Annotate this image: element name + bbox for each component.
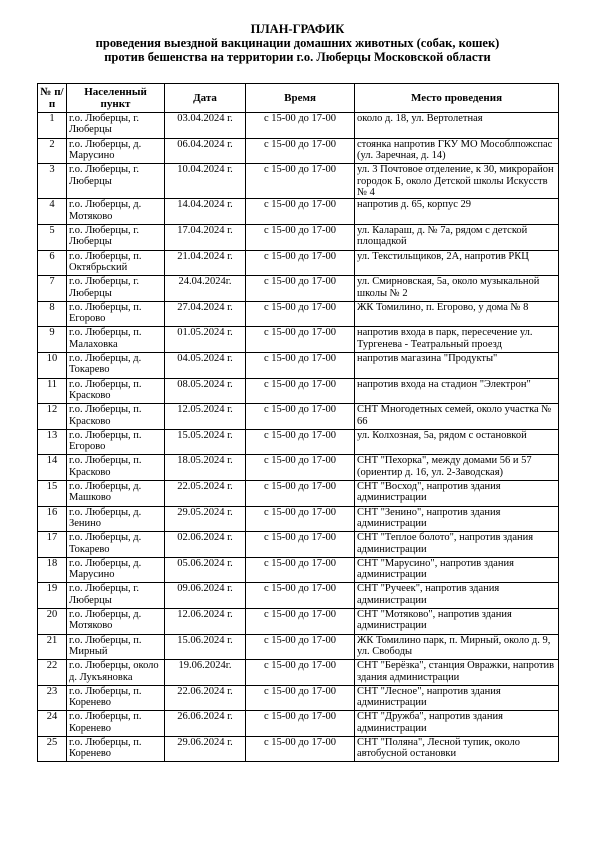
- table-header-row: [38, 84, 559, 113]
- header-num: № п/п: [38, 84, 67, 113]
- row-date: 24.04.2024г.: [165, 276, 246, 302]
- row-time: с 15-00 до 17-00: [246, 608, 355, 634]
- title-line-3: против бешенства на территории г.о. Люберцы Московской области: [104, 50, 491, 64]
- row-locality: г.о. Люберцы, г. Люберцы: [67, 276, 165, 302]
- row-date: 15.06.2024 г.: [165, 634, 246, 660]
- row-locality: г.о. Люберцы, п. Егорово: [67, 429, 165, 455]
- header-city: Населенный пункт: [67, 84, 165, 113]
- row-date: 21.04.2024 г.: [165, 250, 246, 276]
- row-number: 19: [38, 583, 67, 609]
- row-locality: г.о. Люберцы, п. Коренево: [67, 711, 165, 737]
- row-number: 16: [38, 506, 67, 532]
- row-time: с 15-00 до 17-00: [246, 480, 355, 506]
- table-body: [38, 113, 559, 762]
- row-time: с 15-00 до 17-00: [246, 685, 355, 711]
- row-time: с 15-00 до 17-00: [246, 225, 355, 251]
- row-locality: г.о. Люберцы, д. Машково: [67, 480, 165, 506]
- table-row: [38, 250, 559, 276]
- header-time: Время: [246, 84, 355, 113]
- row-place: СНТ "Берёзка", станция Овражки, напротив здания администрации: [355, 660, 559, 686]
- table-row: [38, 506, 559, 532]
- row-date: 12.05.2024 г.: [165, 404, 246, 430]
- row-time: с 15-00 до 17-00: [246, 301, 355, 327]
- row-date: 03.04.2024 г.: [165, 113, 246, 139]
- row-locality: г.о. Люберцы, г. Люберцы: [67, 164, 165, 199]
- table-row: [38, 225, 559, 251]
- row-date: 04.05.2024 г.: [165, 352, 246, 378]
- row-time: с 15-00 до 17-00: [246, 634, 355, 660]
- row-number: 13: [38, 429, 67, 455]
- table-row: [38, 276, 559, 302]
- document-title: [0, 22, 595, 64]
- row-date: 12.06.2024 г.: [165, 608, 246, 634]
- schedule-table: [37, 83, 559, 762]
- row-place: ул. Текстильщиков, 2А, напротив РКЦ: [355, 250, 559, 276]
- row-number: 24: [38, 711, 67, 737]
- row-number: 25: [38, 736, 67, 762]
- row-locality: г.о. Люберцы, около д. Лукъяновка: [67, 660, 165, 686]
- row-number: 11: [38, 378, 67, 404]
- row-date: 01.05.2024 г.: [165, 327, 246, 353]
- row-place: СНТ Многодетных семей, около участка № 66: [355, 404, 559, 430]
- row-number: 5: [38, 225, 67, 251]
- table-row: [38, 378, 559, 404]
- row-time: с 15-00 до 17-00: [246, 199, 355, 225]
- row-locality: г.о. Люберцы, д. Мотяково: [67, 199, 165, 225]
- table-row: [38, 660, 559, 686]
- row-locality: г.о. Люберцы, д. Мотяково: [67, 608, 165, 634]
- table-row: [38, 736, 559, 762]
- row-place: напротив входа на стадион "Электрон": [355, 378, 559, 404]
- row-number: 1: [38, 113, 67, 139]
- table-row: [38, 327, 559, 353]
- row-place: СНТ "Ручеек", напротив здания администрации: [355, 583, 559, 609]
- row-place: ул. Калараш, д. № 7а, рядом с детской площадкой: [355, 225, 559, 251]
- row-time: с 15-00 до 17-00: [246, 404, 355, 430]
- row-number: 3: [38, 164, 67, 199]
- row-locality: г.о. Люберцы, д. Марусино: [67, 557, 165, 583]
- row-number: 10: [38, 352, 67, 378]
- table-row: [38, 164, 559, 199]
- row-number: 22: [38, 660, 67, 686]
- row-locality: г.о. Люберцы, п. Мирный: [67, 634, 165, 660]
- row-date: 09.06.2024 г.: [165, 583, 246, 609]
- row-date: 29.05.2024 г.: [165, 506, 246, 532]
- row-date: 18.05.2024 г.: [165, 455, 246, 481]
- title-line-2: проведения выездной вакцинации домашних животных (собак, кошек): [95, 36, 500, 50]
- row-place: СНТ "Поляна", Лесной тупик, около автобусной остановки: [355, 736, 559, 762]
- row-date: 06.04.2024 г.: [165, 138, 246, 164]
- row-date: 19.06.2024г.: [165, 660, 246, 686]
- row-locality: г.о. Люберцы, д. Зенино: [67, 506, 165, 532]
- row-time: с 15-00 до 17-00: [246, 113, 355, 139]
- row-place: СНТ "Теплое болото", напротив здания администрации: [355, 532, 559, 558]
- table-row: [38, 634, 559, 660]
- row-locality: г.о. Люберцы, п. Октябрьский: [67, 250, 165, 276]
- row-time: с 15-00 до 17-00: [246, 352, 355, 378]
- row-number: 15: [38, 480, 67, 506]
- row-locality: г.о. Люберцы, п. Красково: [67, 378, 165, 404]
- row-date: 14.04.2024 г.: [165, 199, 246, 225]
- table-row: [38, 711, 559, 737]
- table-row: [38, 557, 559, 583]
- table-row: [38, 583, 559, 609]
- row-date: 10.04.2024 г.: [165, 164, 246, 199]
- row-place: СНТ "Мотяково", напротив здания администрации: [355, 608, 559, 634]
- row-locality: г.о. Люберцы, г. Люберцы: [67, 113, 165, 139]
- row-place: СНТ "Зенино", напротив здания администрации: [355, 506, 559, 532]
- row-place: напротив входа в парк, пересечение ул. Тургенева - Театральный проезд: [355, 327, 559, 353]
- row-number: 12: [38, 404, 67, 430]
- table-row: [38, 429, 559, 455]
- row-time: с 15-00 до 17-00: [246, 736, 355, 762]
- table-row: [38, 404, 559, 430]
- row-locality: г.о. Люберцы, д. Токарево: [67, 532, 165, 558]
- row-time: с 15-00 до 17-00: [246, 164, 355, 199]
- row-time: с 15-00 до 17-00: [246, 327, 355, 353]
- row-time: с 15-00 до 17-00: [246, 138, 355, 164]
- row-locality: г.о. Люберцы, д. Марусино: [67, 138, 165, 164]
- row-time: с 15-00 до 17-00: [246, 711, 355, 737]
- title-line-1: ПЛАН-ГРАФИК: [250, 22, 345, 36]
- row-locality: г.о. Люберцы, п. Коренево: [67, 685, 165, 711]
- row-date: 27.04.2024 г.: [165, 301, 246, 327]
- row-locality: г.о. Люберцы, г. Люберцы: [67, 225, 165, 251]
- row-date: 02.06.2024 г.: [165, 532, 246, 558]
- header-place: Место проведения: [355, 84, 559, 113]
- table-row: [38, 455, 559, 481]
- row-number: 8: [38, 301, 67, 327]
- row-number: 9: [38, 327, 67, 353]
- row-place: ул. Смирновская, 5а, около музыкальной школы № 2: [355, 276, 559, 302]
- row-time: с 15-00 до 17-00: [246, 557, 355, 583]
- row-date: 22.05.2024 г.: [165, 480, 246, 506]
- row-locality: г.о. Люберцы, п. Красково: [67, 404, 165, 430]
- row-locality: г.о. Люберцы, п. Коренево: [67, 736, 165, 762]
- row-number: 23: [38, 685, 67, 711]
- table-row: [38, 685, 559, 711]
- row-number: 14: [38, 455, 67, 481]
- row-time: с 15-00 до 17-00: [246, 378, 355, 404]
- row-place: ул. Колхозная, 5а, рядом с остановкой: [355, 429, 559, 455]
- row-date: 22.06.2024 г.: [165, 685, 246, 711]
- row-place: ул. 3 Почтовое отделение, к 30, микрорайон городок Б, около Детской школы Искусств № 4: [355, 164, 559, 199]
- header-date: Дата: [165, 84, 246, 113]
- row-date: 17.04.2024 г.: [165, 225, 246, 251]
- row-number: 6: [38, 250, 67, 276]
- row-time: с 15-00 до 17-00: [246, 583, 355, 609]
- table-row: [38, 301, 559, 327]
- row-place: напротив д. 65, корпус 29: [355, 199, 559, 225]
- row-number: 2: [38, 138, 67, 164]
- row-place: СНТ "Дружба", напротив здания администрации: [355, 711, 559, 737]
- row-time: с 15-00 до 17-00: [246, 506, 355, 532]
- row-place: стоянка напротив ГКУ МО Мособлпожспас (ул. Заречная, д. 14): [355, 138, 559, 164]
- row-locality: г.о. Люберцы, п. Красково: [67, 455, 165, 481]
- row-date: 26.06.2024 г.: [165, 711, 246, 737]
- row-locality: г.о. Люберцы, д. Токарево: [67, 352, 165, 378]
- row-date: 15.05.2024 г.: [165, 429, 246, 455]
- row-place: СНТ "Марусино", напротив здания администрации: [355, 557, 559, 583]
- table-row: [38, 352, 559, 378]
- row-date: 05.06.2024 г.: [165, 557, 246, 583]
- row-time: с 15-00 до 17-00: [246, 276, 355, 302]
- row-time: с 15-00 до 17-00: [246, 532, 355, 558]
- row-number: 18: [38, 557, 67, 583]
- row-place: СНТ "Пехорка", между домами 56 и 57 (ориентир д. 16, ул. 2-Заводская): [355, 455, 559, 481]
- row-place: ЖК Томилино парк, п. Мирный, около д. 9, ул. Свободы: [355, 634, 559, 660]
- row-time: с 15-00 до 17-00: [246, 429, 355, 455]
- row-number: 20: [38, 608, 67, 634]
- row-locality: г.о. Люберцы, п. Малаховка: [67, 327, 165, 353]
- row-locality: г.о. Люберцы, п. Егорово: [67, 301, 165, 327]
- table-row: [38, 532, 559, 558]
- row-date: 29.06.2024 г.: [165, 736, 246, 762]
- row-locality: г.о. Люберцы, г. Люберцы: [67, 583, 165, 609]
- row-place: СНТ "Восход", напротив здания администрации: [355, 480, 559, 506]
- row-number: 7: [38, 276, 67, 302]
- row-date: 08.05.2024 г.: [165, 378, 246, 404]
- row-place: СНТ "Лесное", напротив здания администрации: [355, 685, 559, 711]
- row-number: 21: [38, 634, 67, 660]
- table-row: [38, 480, 559, 506]
- table-row: [38, 608, 559, 634]
- table-row: [38, 138, 559, 164]
- row-place: напротив магазина "Продукты": [355, 352, 559, 378]
- row-time: с 15-00 до 17-00: [246, 455, 355, 481]
- row-time: с 15-00 до 17-00: [246, 660, 355, 686]
- row-place: ЖК Томилино, п. Егорово, у дома № 8: [355, 301, 559, 327]
- row-place: около д. 18, ул. Вертолетная: [355, 113, 559, 139]
- table-row: [38, 199, 559, 225]
- row-number: 17: [38, 532, 67, 558]
- row-number: 4: [38, 199, 67, 225]
- row-time: с 15-00 до 17-00: [246, 250, 355, 276]
- table-row: [38, 113, 559, 139]
